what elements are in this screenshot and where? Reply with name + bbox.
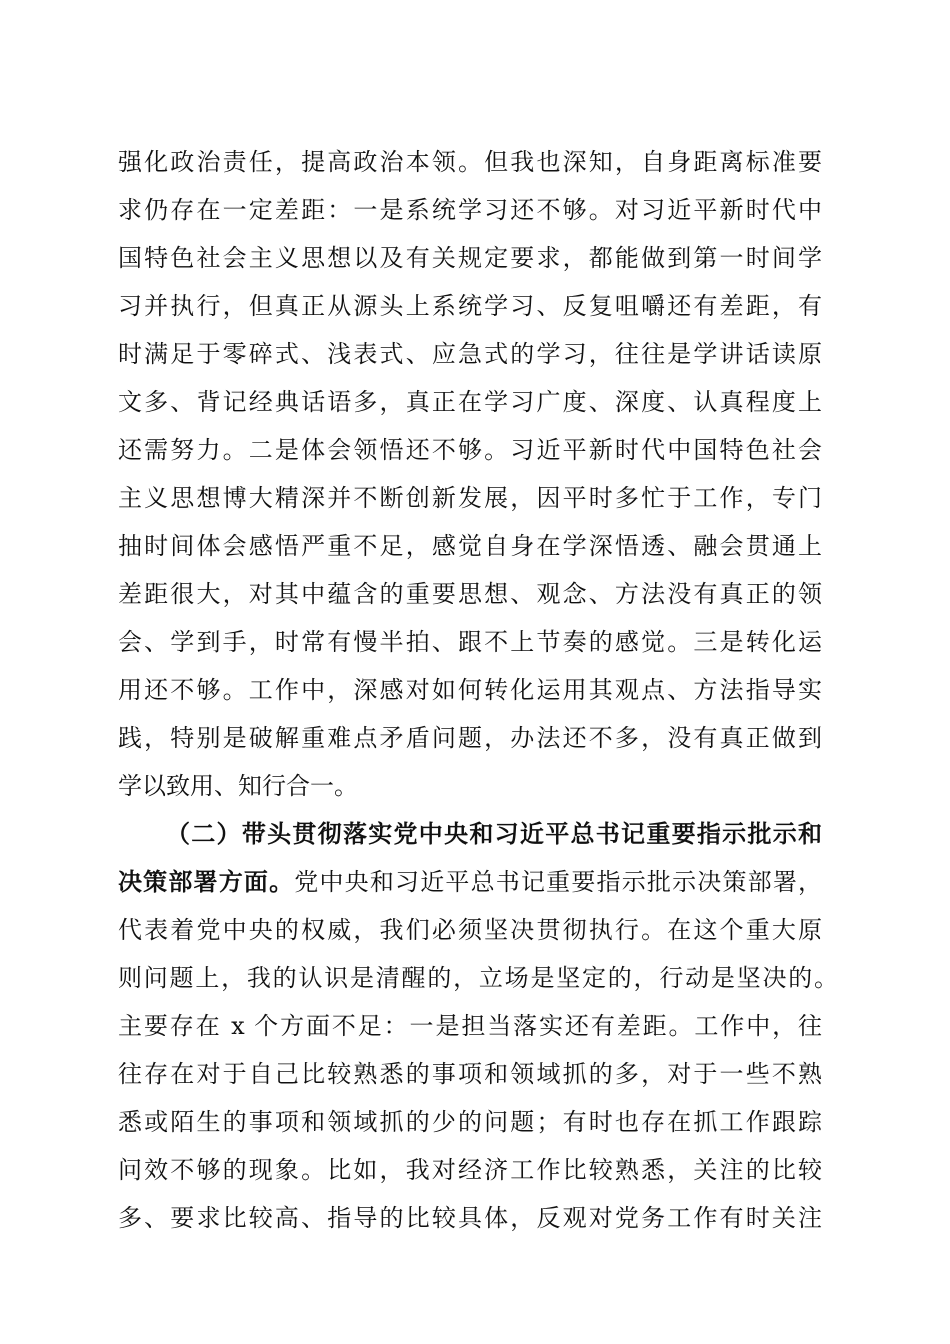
paragraph-line: 差距很大，对其中蕴含的重要思想、观念、方法没有真正的领 — [118, 580, 822, 608]
paragraph-line: 时满足于零碎式、浅表式、应急式的学习，往往是学讲话读原 — [118, 340, 822, 368]
paragraph-line: 主要存在 x 个方面不足：一是担当落实还有差距。工作中，往 — [118, 1012, 822, 1040]
paragraph-line: 悉或陌生的事项和领域抓的少的问题；有时也存在抓工作跟踪 — [118, 1108, 822, 1136]
paragraph-line: 会、学到手，时常有慢半拍、跟不上节奏的感觉。三是转化运 — [118, 628, 822, 656]
paragraph-line: 代表着党中央的权威，我们必须坚决贯彻执行。在这个重大原 — [118, 916, 822, 944]
paragraph-line: 多、要求比较高、指导的比较具体，反观对党务工作有时关注 — [118, 1204, 822, 1232]
paragraph-line: 主义思想博大精深并不断创新发展，因平时多忙于工作，专门 — [118, 484, 822, 512]
paragraph-line: 践，特别是破解重难点矛盾问题，办法还不多，没有真正做到 — [118, 724, 822, 752]
paragraph-line: 用还不够。工作中，深感对如何转化运用其观点、方法指导实 — [118, 676, 822, 704]
paragraph-line: 问效不够的现象。比如，我对经济工作比较熟悉，关注的比较 — [118, 1156, 822, 1184]
paragraph-line: 则问题上，我的认识是清醒的，立场是坚定的，行动是坚决的。 — [118, 964, 838, 992]
paragraph-line: 国特色社会主义思想以及有关规定要求，都能做到第一时间学 — [118, 244, 822, 272]
paragraph-line: 习并执行，但真正从源头上系统学习、反复咀嚼还有差距，有 — [118, 292, 822, 320]
section-heading-continued: 决策部署方面。 — [118, 867, 295, 896]
paragraph-line: 还需努力。二是体会领悟还不够。习近平新时代中国特色社会 — [118, 436, 822, 464]
paragraph-line: 求仍存在一定差距：一是系统学习还不够。对习近平新时代中 — [118, 196, 822, 224]
paragraph-line: 抽时间体会感悟严重不足，感觉自身在学深悟透、融会贯通上 — [118, 532, 822, 560]
paragraph-line: 往存在对于自己比较熟悉的事项和领域抓的多，对于一些不熟 — [118, 1060, 822, 1088]
paragraph-line: 文多、背记经典话语多，真正在学习广度、深度、认真程度上 — [118, 388, 822, 416]
paragraph-line: 强化政治责任，提高政治本领。但我也深知，自身距离标准要 — [118, 148, 822, 176]
section-heading-line2 — [118, 862, 822, 902]
paragraph-line: 学以致用、知行合一。 — [118, 772, 358, 800]
paragraph-text: 党中央和习近平总书记重要指示批示决策部署， — [294, 868, 822, 896]
section-heading: （二）带头贯彻落实党中央和习近平总书记重要指示批示和 — [166, 819, 822, 848]
